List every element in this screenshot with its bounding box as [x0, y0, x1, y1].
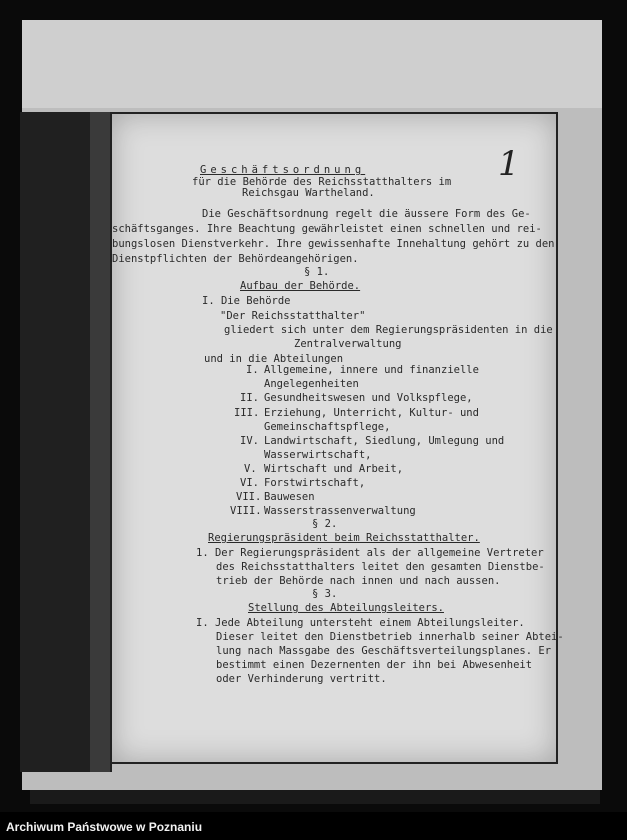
section-line: "Der Reichsstatthalter": [220, 310, 366, 322]
section-line: I. Die Behörde: [202, 295, 291, 307]
dept-line: Wasserstrassenverwaltung: [264, 505, 416, 517]
section-title: Stellung des Abteilungsleiters.: [248, 602, 444, 614]
section-line: und in die Abteilungen: [204, 353, 344, 365]
dept-line: Wasserwirtschaft,: [264, 449, 372, 461]
section-line: 1. Der Regierungspräsident als der allgemeine Vertreter: [196, 547, 544, 559]
document-subtitle: für die Behörde des Reichsstatthalters im: [192, 176, 452, 188]
section-mark: § 2.: [312, 518, 338, 530]
section-line: gliedert sich unter dem Regierungspräsidenten in die: [224, 324, 553, 336]
archive-credit: Archiwum Państwowe w Poznaniu: [6, 820, 203, 834]
dept-line: Allgemeine, innere und finanzielle: [264, 364, 479, 376]
dept-line: Angelegenheiten: [264, 378, 359, 390]
dept-line: Forstwirtschaft,: [264, 477, 366, 489]
page-number: 1: [498, 144, 520, 184]
section-line: oder Verhinderung vertritt.: [216, 673, 387, 685]
binding-spine: [20, 112, 112, 772]
intro-line: Die Geschäftsordnung regelt die äussere Form des Ge-: [202, 208, 531, 220]
dept-line: Landwirtschaft, Siedlung, Umlegung und: [264, 435, 505, 447]
film-strip-edge: [30, 790, 600, 804]
section-title: Regierungspräsident beim Reichsstatthalter.: [208, 532, 480, 544]
section-line: lung nach Massgabe des Geschäftsverteilungsplanes. Er: [216, 645, 552, 657]
section-title: Aufbau der Behörde.: [240, 280, 361, 292]
section-line: des Reichsstatthalters leitet den gesamten Dienstbe-: [216, 561, 545, 573]
document-page: [110, 112, 564, 764]
dept-number: VII.: [236, 491, 262, 503]
document-title: Geschäftsordnung: [200, 164, 366, 176]
intro-line: schäftsganges. Ihre Beachtung gewährleistet einen schnellen und rei-: [112, 223, 542, 235]
section-mark: § 1.: [304, 266, 330, 278]
section-line: I. Jede Abteilung untersteht einem Abteilungsleiter.: [196, 617, 525, 629]
document-text: [112, 114, 564, 762]
dept-line: Erziehung, Unterricht, Kultur- und: [264, 407, 479, 419]
dept-number: II.: [240, 392, 259, 404]
dept-number: VIII.: [230, 505, 262, 517]
dept-number: IV.: [240, 435, 259, 447]
dept-number: III.: [234, 407, 260, 419]
document-subtitle: Reichsgau Wartheland.: [242, 187, 375, 199]
dept-line: Gemeinschaftspflege,: [264, 421, 391, 433]
section-line: trieb der Behörde nach innen und nach aussen.: [216, 575, 501, 587]
dept-number: V.: [244, 463, 257, 475]
section-line: Zentralverwaltung: [294, 338, 402, 350]
dept-line: Gesundheitswesen und Volkspflege,: [264, 392, 473, 404]
intro-line: bungslosen Dienstverkehr. Ihre gewissenhafte Innehaltung gehört zu den: [112, 238, 555, 250]
backing-sheet-top: [22, 20, 602, 108]
dept-number: VI.: [240, 477, 259, 489]
dept-line: Wirtschaft und Arbeit,: [264, 463, 404, 475]
dept-number: I.: [246, 364, 259, 376]
dept-line: Bauwesen: [264, 491, 315, 503]
section-mark: § 3.: [312, 588, 338, 600]
intro-line: Dienstpflichten der Behördeangehörigen.: [112, 253, 359, 265]
section-line: Dieser leitet den Dienstbetrieb innerhalb seiner Abtei-: [216, 631, 564, 643]
section-line: bestimmt einen Dezernenten der ihn bei Abwesenheit: [216, 659, 533, 671]
